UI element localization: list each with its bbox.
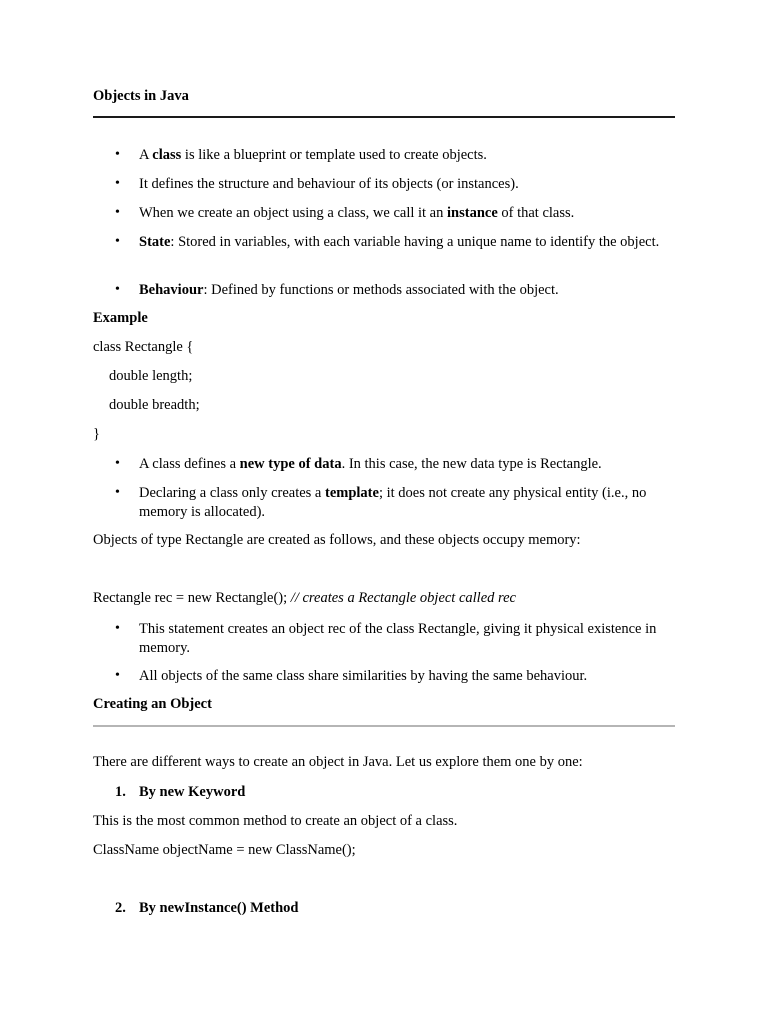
- list-item-text: [139, 204, 675, 223]
- section-divider: [93, 725, 675, 727]
- objects-paragraph: Objects of type Rectangle are created as follows, and these objects occupy memory:: [93, 532, 581, 548]
- list-number: 2.: [115, 900, 126, 916]
- rec-statement: [93, 590, 516, 607]
- list-item-text: [139, 146, 675, 165]
- bold-term: class: [152, 147, 182, 163]
- text-run: ; it does not create any physical entity (i.e., no memory is allocated).: [139, 485, 647, 520]
- code-line: double breadth;: [109, 397, 200, 413]
- list-item-text: [139, 281, 675, 300]
- list-item-text: All objects of the same class share similarities by having the same behaviour.: [139, 668, 588, 684]
- bullet-marker: •: [115, 668, 120, 683]
- list-item-text: [139, 455, 675, 474]
- bold-term: template: [325, 485, 379, 501]
- bold-term: State: [139, 234, 171, 250]
- text-run: : Defined by functions or methods associated with the object.: [203, 282, 559, 298]
- text-run: A class defines a: [139, 456, 240, 472]
- method-1-description: This is the most common method to create an object of a class.: [93, 813, 458, 829]
- list-number: 1.: [115, 784, 126, 800]
- example-heading: Example: [93, 310, 148, 326]
- text-run: . In this case, the new data type is Rectangle.: [341, 456, 602, 472]
- code-line: double length;: [109, 368, 193, 384]
- bullet-marker: •: [115, 282, 120, 297]
- code-line: }: [93, 426, 100, 442]
- text-run: When we create an object using a class, we call it an: [139, 205, 447, 221]
- ways-paragraph: There are different ways to create an object in Java. Let us explore them one by one:: [93, 754, 583, 770]
- bullet-marker: •: [115, 234, 120, 249]
- text-run: of that class.: [497, 205, 575, 221]
- code-line: class Rectangle {: [93, 339, 194, 355]
- bold-term: Behaviour: [139, 282, 204, 298]
- creating-heading: Creating an Object: [93, 696, 212, 712]
- list-item-text: It defines the structure and behaviour of its objects (or instances).: [139, 176, 519, 192]
- bullet-marker: •: [115, 176, 120, 191]
- bold-term: instance: [447, 205, 498, 221]
- text-run: is like a blueprint or template used to create objects.: [181, 147, 487, 163]
- method-1-code: ClassName objectName = new ClassName();: [93, 842, 356, 858]
- list-item-text: This statement creates an object rec of the class Rectangle, giving it physical existence in memory.: [139, 621, 657, 656]
- text-run: : Stored in variables, with each variable having a unique name to identify the object.: [170, 234, 660, 250]
- bullet-marker: •: [115, 621, 120, 636]
- bold-term: new type of data: [239, 456, 342, 472]
- page-title: Objects in Java: [93, 88, 189, 104]
- code-comment: // creates a Rectangle object called rec: [290, 590, 516, 606]
- method-label: By newInstance() Method: [139, 900, 299, 916]
- title-divider: [93, 116, 675, 118]
- method-label: By new Keyword: [139, 784, 246, 800]
- bullet-marker: •: [115, 456, 120, 471]
- text-run: Declaring a class only creates a: [139, 485, 325, 501]
- list-item-text: [139, 233, 675, 252]
- bullet-marker: •: [115, 205, 120, 220]
- code-text: Rectangle rec = new Rectangle();: [93, 590, 291, 606]
- bullet-marker: •: [115, 485, 120, 500]
- list-item-text: [139, 484, 675, 522]
- text-run: A: [139, 147, 153, 163]
- bullet-marker: •: [115, 147, 120, 162]
